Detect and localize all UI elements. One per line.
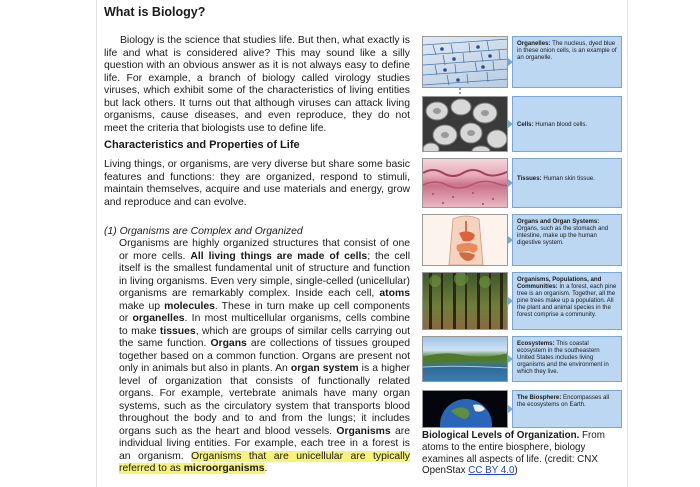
page-title: What is Biology? [104,5,206,19]
connector-line [459,88,461,94]
level-desc: Human skin tissue. [541,175,595,182]
level-desc: Encompasses all the ecosystems on Earth. [517,394,610,408]
section-heading: Characteristics and Properties of Life [104,139,300,151]
skin-tissue-image [422,158,508,208]
level-biosphere [422,390,624,428]
item1-bold-8: Organisms [336,425,391,437]
level-organs [422,214,624,266]
item1-text-7: are collections of tissues grouped together based on a common function. Organs are present not only in animals but also in plants. An [119,338,410,374]
license-link[interactable]: CC BY 4.0 [468,465,515,477]
level-label [512,36,622,88]
level-desc: This coastal ecosystem in the southeastern United States includes living organisms and the environment in which they live. [517,340,609,375]
level-label [512,336,622,382]
caption-title: Biological Levels of Organization. [422,430,580,441]
level-desc: In a forest, each pine tree is an organism. Together, all the pine trees make up a population. All the plant and animal species in the forest comprise a community. [517,283,617,318]
item1-text-3: make up [119,300,165,312]
level-organelles [422,36,624,88]
level-cells [422,96,624,152]
item1-end: . [264,463,268,474]
level-tissues [422,158,624,208]
item1-bold-1: All living things are made of cells [190,250,368,262]
level-desc: The nucleus, dyed blue in these onion cells, is an example of an organelle. [517,40,617,61]
item1-text-4: . These in turn make up cell components or [119,300,410,324]
level-desc: Human blood cells. [533,121,588,128]
level-name: Cells: [517,121,534,128]
highlight-bold: microorganisms [183,463,265,474]
item1-bold-2: atoms [379,288,410,299]
item1-paragraph [119,238,410,476]
item1-text-9: are individual living entities. For example, each tree in a forest is an organism. [119,425,410,462]
level-name: Organisms, Populations, and Communities: [517,276,602,290]
level-name: Organelles: [517,40,551,47]
item1-text-2: ; the cell itself is the smallest fundamental unit of structure and function in living organisms. Even very simple, single-celled (unicellular) organisms are remarkably complex. Inside each cell, [119,250,411,299]
caption-text: From atoms to the entire biosphere, biology examines all aspects of life. (credit: CNX OpenStax [422,430,605,477]
level-name: Ecosystems: [517,340,555,347]
item1-bold-7: organ system [290,363,359,374]
level-organisms [422,272,624,330]
item1-bold-5: tissues [159,325,196,337]
item1-text-6: , which are groups of similar cells carrying out the same function. [119,325,410,349]
forest-image [422,272,508,330]
coastal-ecosystem-image [422,336,508,382]
figure-caption [422,430,627,477]
item1-bold-6: Organs [210,338,247,349]
item1-bold-3: molecules [164,300,215,312]
level-label [512,158,622,208]
level-label [512,272,622,330]
item1-text-1: Organisms are highly organized structures that consist of one or more cells. [119,238,410,262]
level-label [512,390,622,428]
onion-cells-image [422,36,508,88]
level-ecosystems [422,336,624,382]
level-name: Organs and Organ Systems: [517,218,600,225]
earth-image [422,390,508,428]
level-name: Tissues: [517,175,542,182]
intro-paragraph: Biology is the science that studies life. But then, what exactly is life and what is considered alive? This may sound like a silly question with an obvious answer as it is not always easy to define life. For example, a branch of biology called virology studies viruses, which exhibit some of the characteristics of living entities but lack others. It turns out that although viruses can attack living organisms, cause diseases, and even reproduce, they do not meet the criteria that biologists use to define life. [104,35,410,134]
highlight-text: Organisms that are unicellular are typically referred to as [119,450,410,474]
level-name: The Biosphere: [517,394,562,401]
item1-text-5: . In most multicellular organisms, cells combine to make [119,313,410,337]
level-desc: Organs, such as the stomach and intestine, make up the human digestive system. [517,225,609,246]
section-paragraph: Living things, or organisms, are very diverse but share some basic features and functions: they are organized, respond to stimuli, maintain themselves, acquire and use materials and energy, grow and reproduce and can evolve. [104,159,410,208]
level-label [512,214,622,266]
level-label [512,96,622,152]
digestive-system-image [422,214,508,266]
caption-end: ) [514,465,518,477]
item1-bold-4: organelles [132,313,185,324]
item1-text-8: is a higher level of organization that consists of functionally related organs. For example, vertebrate animals have many organ systems, such as the circulatory system that transports blood throughout the body and to and from the lungs; it includes organs such as the heart and blood vessels. [119,363,410,437]
item1-heading: (1) Organisms are Complex and Organized [104,226,303,237]
blood-cells-image [422,96,508,152]
